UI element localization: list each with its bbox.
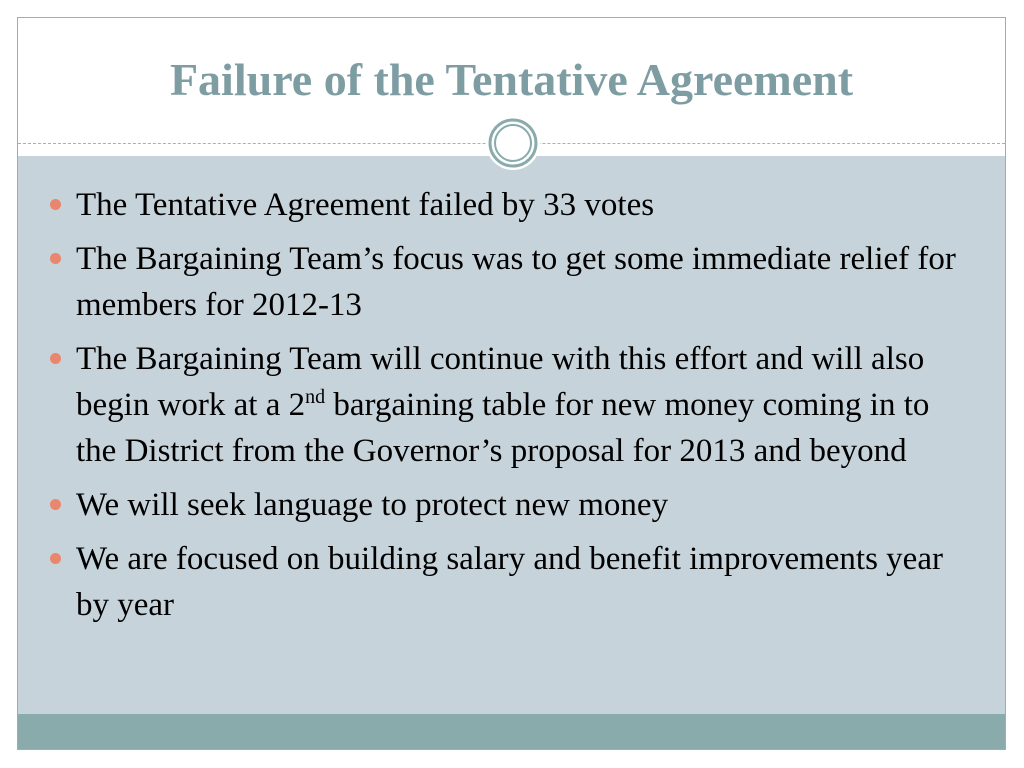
bullet-dot-icon: [50, 353, 61, 364]
bullet-dot-icon: [50, 499, 61, 510]
bullet-item: [50, 482, 970, 528]
double-ring-icon: [485, 115, 541, 171]
bullet-dot-icon: [50, 553, 61, 564]
bullet-dot-icon: [50, 253, 61, 264]
bullet-item: [50, 236, 970, 328]
bullet-dot-icon: [50, 199, 61, 210]
bullet-text: We will seek language to protect new money: [76, 487, 669, 523]
bullet-item: [50, 336, 970, 474]
slide: [17, 17, 1006, 750]
bullet-text: The Bargaining Team’s focus was to get some immediate relief for members for 2012-13: [76, 241, 956, 323]
bullet-text-part: The Bargaining Team will continue with this effort and will also begin work at a 2: [76, 341, 925, 423]
bullet-item: [50, 536, 970, 628]
footer-bar: [18, 714, 1005, 749]
bullet-text-part: bargaining table for new money coming in to the District from the Governor’s proposal for 2013 and beyond: [76, 387, 930, 469]
bullet-text: The Tentative Agreement failed by 33 votes: [76, 187, 655, 223]
slide-title: Failure of the Tentative Agreement: [169, 54, 854, 105]
bullet-list: [50, 182, 970, 636]
bullet-item: [50, 182, 970, 228]
ordinal-superscript: nd: [305, 386, 326, 408]
bullet-text: We are focused on building salary and benefit improvements year by year: [76, 541, 943, 623]
